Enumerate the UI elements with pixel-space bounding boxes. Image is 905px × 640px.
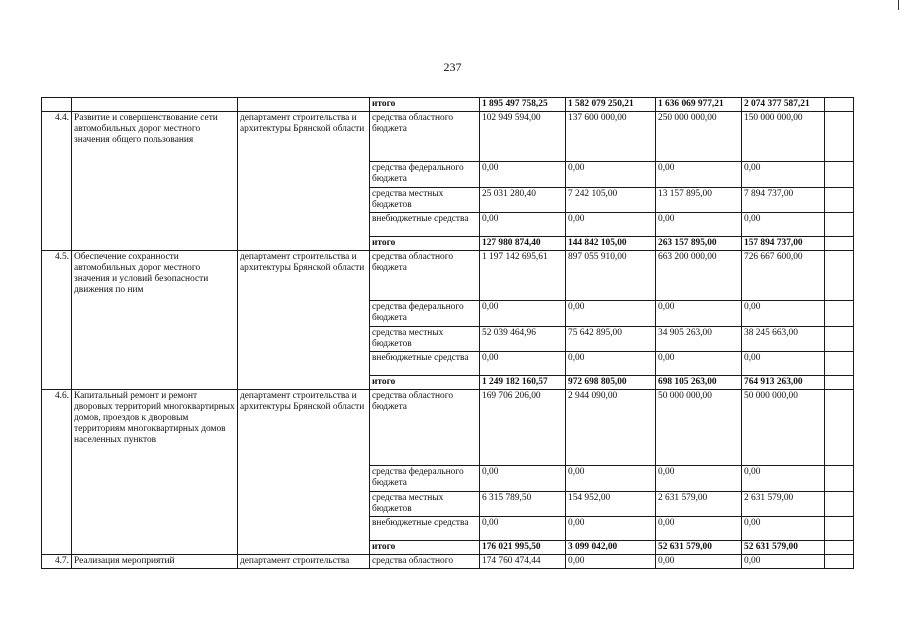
value-cell: 34 905 263,00: [656, 327, 742, 352]
value-cell: 3 099 042,00: [566, 541, 656, 555]
value-cell: 150 000 000,00: [742, 112, 825, 162]
value-cell: 38 245 663,00: [742, 327, 825, 352]
value-cell: 169 706 206,00: [480, 390, 566, 466]
value-cell: 0,00: [742, 301, 825, 327]
value-cell: 663 200 000,00: [656, 251, 742, 301]
empty-cell: [825, 327, 854, 352]
value-cell: 50 000 000,00: [656, 390, 742, 466]
empty-cell: [825, 352, 854, 376]
value-cell: 2 074 377 587,21: [742, 98, 825, 112]
source-cell: итого: [370, 541, 480, 555]
value-cell: 75 642 895,00: [566, 327, 656, 352]
value-cell: 144 842 105,00: [566, 237, 656, 251]
source-cell: средства областного бюджета: [370, 251, 480, 301]
value-cell: 972 698 805,00: [566, 376, 656, 390]
value-cell: 154 952,00: [566, 492, 656, 517]
page-number: 237: [443, 60, 462, 74]
value-cell: 7 242 105,00: [566, 188, 656, 213]
value-cell: 764 913 263,00: [742, 376, 825, 390]
source-cell: средства местных бюджетов: [370, 327, 480, 352]
source-cell: средства областного бюджета: [370, 390, 480, 466]
section-number: 4.5.: [42, 251, 72, 390]
value-cell: 0,00: [656, 213, 742, 237]
value-cell: 52 631 579,00: [742, 541, 825, 555]
empty-cell: [825, 466, 854, 492]
source-cell: внебюджетные средства: [370, 352, 480, 376]
empty-cell: [825, 390, 854, 466]
empty-cell: [825, 541, 854, 555]
value-cell: 50 000 000,00: [742, 390, 825, 466]
value-cell: 1 249 182 160,57: [480, 376, 566, 390]
source-cell: внебюджетные средства: [370, 517, 480, 541]
value-cell: 0,00: [480, 352, 566, 376]
source-cell: средства областного бюджета: [370, 112, 480, 162]
value-cell: 0,00: [656, 162, 742, 188]
empty-cell: [825, 213, 854, 237]
source-cell: внебюджетные средства: [370, 213, 480, 237]
value-cell: 176 021 995,50: [480, 541, 566, 555]
value-cell: 52 631 579,00: [656, 541, 742, 555]
section-name: Развитие и совершенствование сети автомобильных дорог местного значения общего пользования: [72, 112, 238, 251]
empty-cell: [825, 237, 854, 251]
value-cell: 698 105 263,00: [656, 376, 742, 390]
section-number: 4.6.: [42, 390, 72, 555]
value-cell: 0,00: [566, 466, 656, 492]
empty-cell: [825, 301, 854, 327]
value-cell: 0,00: [742, 352, 825, 376]
section-number: 4.7.: [42, 555, 72, 569]
value-cell: 174 760 474,44: [480, 555, 566, 569]
value-cell: 157 894 737,00: [742, 237, 825, 251]
value-cell: 2 631 579,00: [656, 492, 742, 517]
value-cell: 0,00: [566, 352, 656, 376]
source-cell: средства областного: [370, 555, 480, 569]
value-cell: 0,00: [566, 213, 656, 237]
section-executor: департамент строительства и архитектуры Брянской области: [238, 390, 370, 555]
value-cell: 13 157 895,00: [656, 188, 742, 213]
section-name: Капитальный ремонт и ремонт дворовых территорий многоквартирных домов, проездов к дворовым территориям многоквартирных домов населенных пунктов: [72, 390, 238, 555]
value-cell: 0,00: [480, 162, 566, 188]
value-cell: 0,00: [656, 352, 742, 376]
source-cell: итого: [370, 237, 480, 251]
empty-cell: [825, 376, 854, 390]
empty-cell: [825, 492, 854, 517]
source-cell: итого: [370, 98, 480, 112]
value-cell: 102 949 594,00: [480, 112, 566, 162]
value-cell: 0,00: [742, 517, 825, 541]
value-cell: 0,00: [656, 555, 742, 569]
source-cell: средства местных бюджетов: [370, 188, 480, 213]
value-cell: 0,00: [480, 466, 566, 492]
value-cell: 263 157 895,00: [656, 237, 742, 251]
value-cell: 0,00: [656, 301, 742, 327]
empty-cell: [825, 162, 854, 188]
source-cell: средства федерального бюджета: [370, 466, 480, 492]
value-cell: 1 636 069 977,21: [656, 98, 742, 112]
section-executor: департамент строительства: [238, 555, 370, 569]
value-cell: 0,00: [480, 301, 566, 327]
source-cell: средства федерального бюджета: [370, 301, 480, 327]
budget-table: [41, 97, 854, 569]
value-cell: 0,00: [480, 213, 566, 237]
value-cell: 0,00: [566, 555, 656, 569]
value-cell: 137 600 000,00: [566, 112, 656, 162]
empty-cell: [825, 251, 854, 301]
value-cell: 0,00: [480, 517, 566, 541]
value-cell: 127 980 874,40: [480, 237, 566, 251]
empty-cell: [825, 555, 854, 569]
page-edge-mark: [898, 0, 899, 10]
value-cell: 0,00: [656, 517, 742, 541]
value-cell: 52 039 464,96: [480, 327, 566, 352]
value-cell: 6 315 789,50: [480, 492, 566, 517]
value-cell: 25 031 280,40: [480, 188, 566, 213]
value-cell: 7 894 737,00: [742, 188, 825, 213]
section-row: [42, 251, 854, 301]
section-executor: департамент строительства и архитектуры Брянской области: [238, 112, 370, 251]
source-cell: средства местных бюджетов: [370, 492, 480, 517]
empty-cell: [825, 188, 854, 213]
source-cell: итого: [370, 376, 480, 390]
value-cell: 0,00: [566, 517, 656, 541]
value-cell: 726 667 600,00: [742, 251, 825, 301]
value-cell: 0,00: [742, 213, 825, 237]
section-name: Обеспечение сохранности автомобильных дорог местного значения и условий безопасности движения по ним: [72, 251, 238, 390]
value-cell: 0,00: [742, 466, 825, 492]
value-cell: 897 055 910,00: [566, 251, 656, 301]
value-cell: 0,00: [742, 555, 825, 569]
value-cell: 0,00: [566, 162, 656, 188]
value-cell: 0,00: [742, 162, 825, 188]
empty-cell: [825, 112, 854, 162]
value-cell: 0,00: [656, 466, 742, 492]
section-row: [42, 112, 854, 162]
section-row: [42, 390, 854, 466]
section-row: [42, 555, 854, 569]
empty-cell: [825, 517, 854, 541]
value-cell: 1 582 079 250,21: [566, 98, 656, 112]
value-cell: 1 197 142 695,61: [480, 251, 566, 301]
section-executor: департамент строительства и архитектуры Брянской области: [238, 251, 370, 390]
value-cell: 1 895 497 758,25: [480, 98, 566, 112]
top-total-row: [42, 98, 854, 112]
section-name: Реализация мероприятий: [72, 555, 238, 569]
source-cell: средства федерального бюджета: [370, 162, 480, 188]
value-cell: 0,00: [566, 301, 656, 327]
value-cell: 2 944 090,00: [566, 390, 656, 466]
section-number: 4.4.: [42, 112, 72, 251]
value-cell: 2 631 579,00: [742, 492, 825, 517]
value-cell: 250 000 000,00: [656, 112, 742, 162]
